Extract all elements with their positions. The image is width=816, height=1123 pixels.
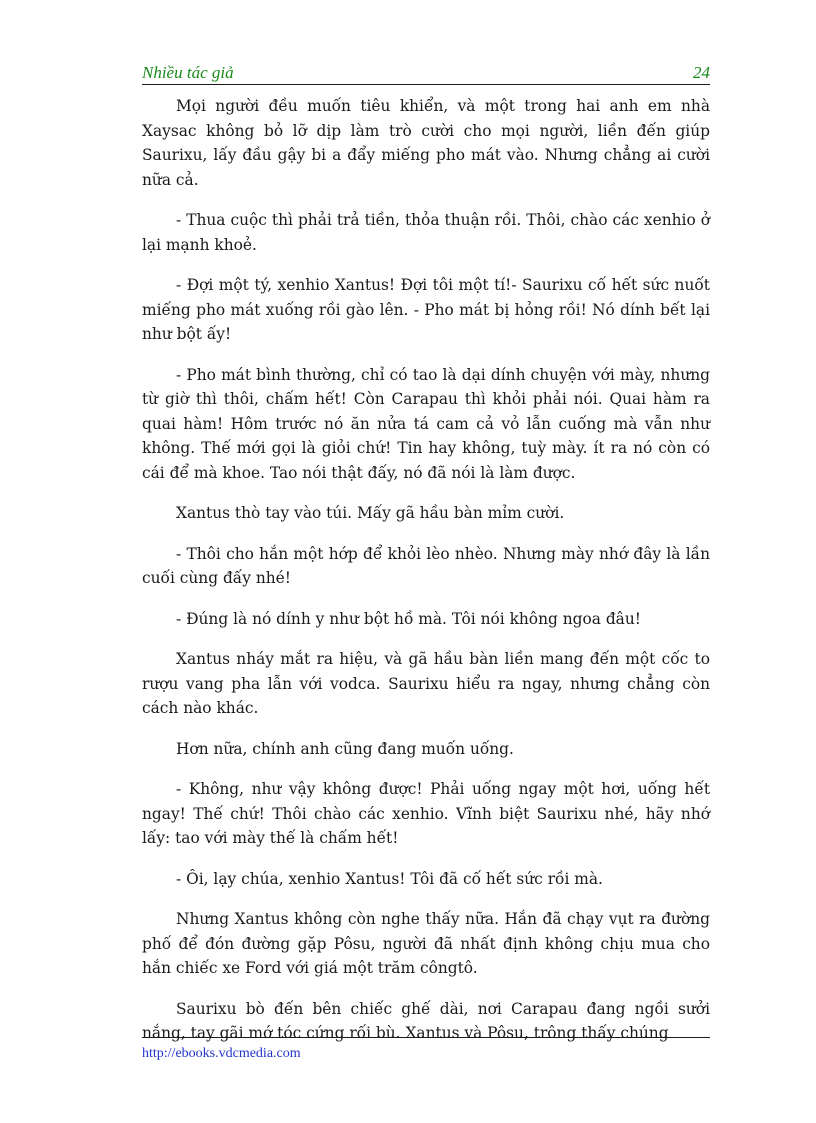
paragraph: Nhưng Xantus không còn nghe thấy nữa. Hắn đã chạy vụt ra đường phố để đón đường gặp Pôsu, người đã nhất định không chịu mua cho hắn chiếc xe Ford với giá một trăm côngtô.: [142, 910, 710, 977]
paragraph: - Ôi, lạy chúa, xenhio Xantus! Tôi đã cố hết sức rồi mà.: [176, 869, 603, 888]
paragraph: Mọi người đều muốn tiêu khiển, và một trong hai anh em nhà Xaysac không bỏ lỡ dịp làm trò cười cho mọi người, liền đến giúp Saurixu, lấy đầu gậy bi a đẩy miếng pho mát vào. Nhưng chẳng ai cười nữa cả.: [142, 97, 710, 189]
paragraph: - Đúng là nó dính y như bột hồ mà. Tôi nói không ngoa đâu!: [176, 609, 641, 628]
footer-divider: [142, 1037, 710, 1038]
paragraph: - Không, như vậy không được! Phải uống ngay một hơi, uống hết ngay! Thế chứ! Thôi chào các xenhio. Vĩnh biệt Saurixu nhé, hãy nhớ lấy: tao với mày thế là chấm hết!: [142, 780, 710, 847]
paragraph: Xantus nháy mắt ra hiệu, và gã hầu bàn liền mang đến một cốc to rượu vang pha lẫn với vodca. Saurixu hiểu ra ngay, nhưng chẳng còn cách nào khác.: [142, 650, 710, 717]
paragraph: - Thôi cho hắn một hớp để khỏi lèo nhèo. Nhưng mày nhớ đây là lần cuối cùng đấy nhé!: [142, 544, 710, 587]
paragraph: - Thua cuộc thì phải trả tiền, thỏa thuận rồi. Thôi, chào các xenhio ở lại mạnh khoẻ.: [142, 211, 710, 254]
paragraph: Hơn nữa, chính anh cũng đang muốn uống.: [176, 739, 514, 758]
paragraph: Xantus thò tay vào túi. Mấy gã hầu bàn mỉm cười.: [176, 504, 565, 522]
footer-link[interactable]: http://ebooks.vdcmedia.com: [142, 1046, 301, 1061]
paragraph: Saurixu bò đến bên chiếc ghế dài, nơi Carapau đang ngồi sưởi nắng, tay gãi mớ tóc cứng rối bù. Xantus và Pôsu, trông thấy chúng: [142, 999, 710, 1042]
paragraph: - Pho mát bình thường, chỉ có tao là dại dính chuyện với mày, nhưng từ giờ thì thôi, chấm hết! Còn Carapau thì khỏi phải nói. Quai hàm ra quai hàm! Hôm trước nó ăn nửa tá cam cả vỏ lẫn cuống mà vẫn như không. Thế mới gọi là giỏi chứ! Tin hay không, tuỳ mày. ít ra nó còn có cái để mà khoe. Tao nói thật đấy, nó đã nói là làm được.: [142, 365, 710, 482]
page-header: [142, 62, 710, 85]
page-body: [142, 94, 710, 1062]
header-page-number: 24: [693, 63, 710, 82]
header-author: Nhiều tác giả: [142, 63, 234, 82]
paragraph: - Đợi một tý, xenhio Xantus! Đợi tôi một tí!- Saurixu cố hết sức nuốt miếng pho mát xuống rồi gào lên. - Pho mát bị hỏng rồi! Nó dính bết lại như bột ấy!: [142, 276, 710, 343]
